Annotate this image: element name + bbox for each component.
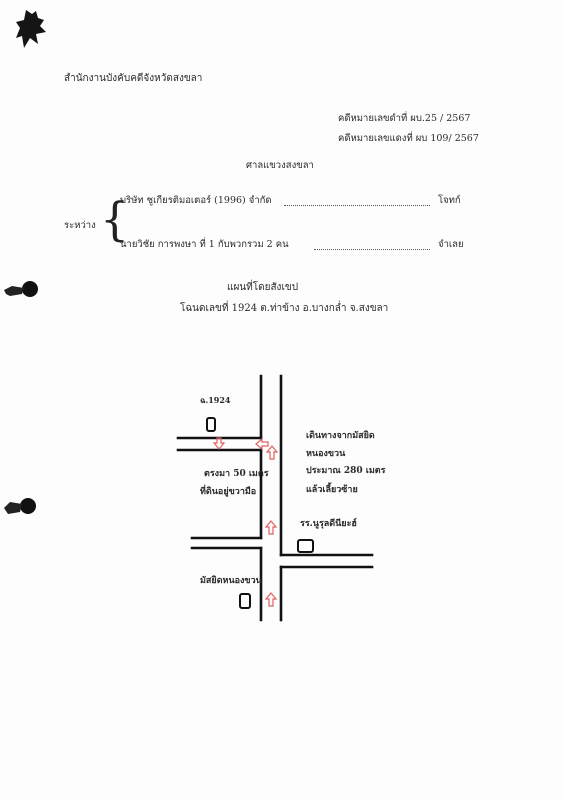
mosque-box [240, 594, 250, 608]
parcel-box [207, 418, 215, 431]
route-note-line-2: หนองขวน [306, 449, 346, 459]
route-note-line-1: เดินทางจากมัสยิด [306, 431, 375, 441]
brace-symbol: { [100, 192, 130, 246]
school-box [298, 540, 313, 552]
red-case-number: คดีหมายเลขแดงที่ ผบ 109/ 2567 [338, 133, 479, 144]
route-note-line-4: แล้วเลี้ยวซ้าย [306, 485, 358, 495]
court-name: ศาลแขวงสงขลา [246, 160, 314, 171]
up-arrow-icon-bottom [266, 593, 276, 606]
route-note-line-3: ประมาณ 280 เมตร [306, 466, 386, 476]
straight-note-line-2: ที่ดินอยู่ขวามือ [200, 487, 257, 497]
black-case-number: คดีหมายเลขดำที่ ผบ.25 / 2567 [338, 113, 471, 124]
defendant-role: จำเลย [438, 239, 464, 250]
office-name: สำนักงานบังคับคดีจังหวัดสงขลา [64, 73, 203, 84]
between-label: ระหว่าง [64, 220, 96, 231]
map-subtitle: โฉนดเลขที่ 1924 ต.ท่าข้าง อ.บางกล่ำ จ.สงขลา [180, 303, 389, 314]
straight-note-line-1: ตรงมา 50 เมตร [204, 469, 269, 479]
mosque-label: มัสยิดหนองขวน [200, 576, 262, 586]
school-label: รร.นูรุลดีนียะฮ์ [300, 519, 357, 529]
left-arrow-icon [256, 439, 268, 449]
up-arrow-icon-top [267, 446, 277, 459]
plaintiff-role: โจทก์ [438, 195, 461, 206]
plaintiff-name: บริษัท ชูเกียรติมอเตอร์ (1996) จำกัด [120, 195, 272, 206]
defendant-name: นายวิชัย การพงษา ที่ 1 กับพวกรวม 2 คน [120, 239, 289, 250]
map-title: แผนที่โดยสังเขป [227, 282, 299, 293]
parcel-label: ฉ.1924 [200, 395, 231, 405]
down-arrow-icon [214, 438, 224, 449]
up-arrow-icon-middle [266, 521, 276, 534]
